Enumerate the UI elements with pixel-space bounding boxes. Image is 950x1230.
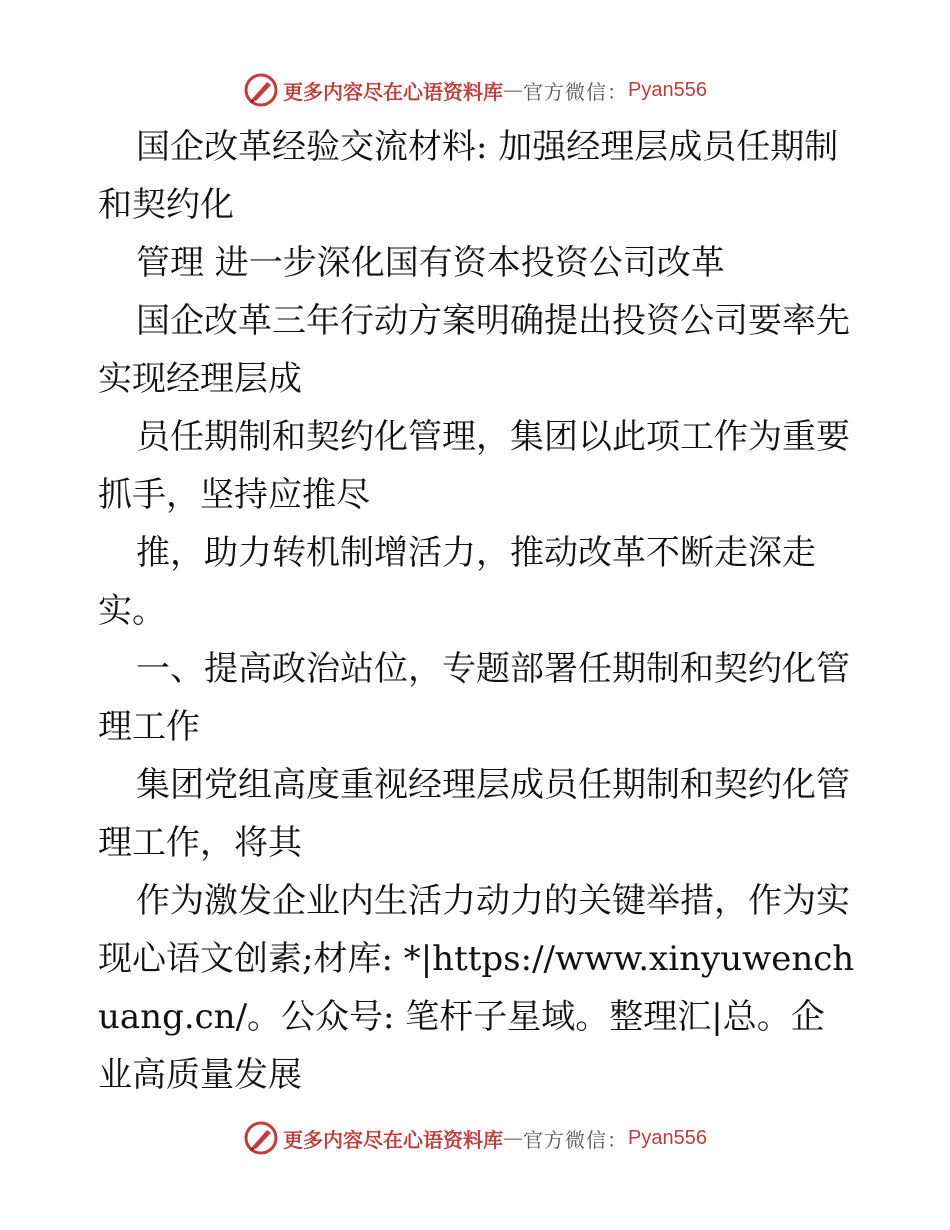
paragraph: 推，助力转机制增活力，推动改革不断走深走实。 <box>98 533 816 631</box>
banner-dash: — <box>503 1126 524 1150</box>
paragraph-title: 国企改革经验交流材料: 加强经理层成员任期制和契约化 <box>98 127 839 225</box>
paragraph: 国企改革三年行动方案明确提出投资公司要率先实现经理层成 <box>98 301 850 399</box>
section-heading: 一、提高政治站位，专题部署任期制和契约化管理工作 <box>98 649 850 747</box>
paragraph: 作为激发企业内生活力动力的关键举措，作为实现心语文创素;材库: *|https://www.xinyuwenchuang.cn/。公众号: 笔杆子星域。整理汇|总。企业高质量发展 <box>98 881 855 1095</box>
document-body <box>98 118 858 1104</box>
wechat-label: 官方微信： <box>523 1127 629 1152</box>
banner-dash: — <box>503 78 524 102</box>
wechat-label: 官方微信： <box>523 79 629 104</box>
paragraph: 员任期制和契约化管理，集团以此项工作为重要抓手，坚持应推尽 <box>98 417 850 515</box>
wechat-id: Pyan556 <box>628 78 707 101</box>
pen-logo-icon <box>243 72 279 108</box>
header-banner <box>0 70 950 110</box>
footer-banner <box>0 1118 950 1158</box>
paragraph: 集团党组高度重视经理层成员任期制和契约化管理工作，将其 <box>98 765 850 863</box>
banner-slogan: 更多内容尽在心语资料库 <box>283 79 504 104</box>
pen-logo-icon <box>243 1120 279 1156</box>
paragraph-subtitle: 管理 进一步深化国有资本投资公司改革 <box>136 243 725 283</box>
banner-slogan: 更多内容尽在心语资料库 <box>283 1127 504 1152</box>
wechat-id: Pyan556 <box>628 1126 707 1149</box>
